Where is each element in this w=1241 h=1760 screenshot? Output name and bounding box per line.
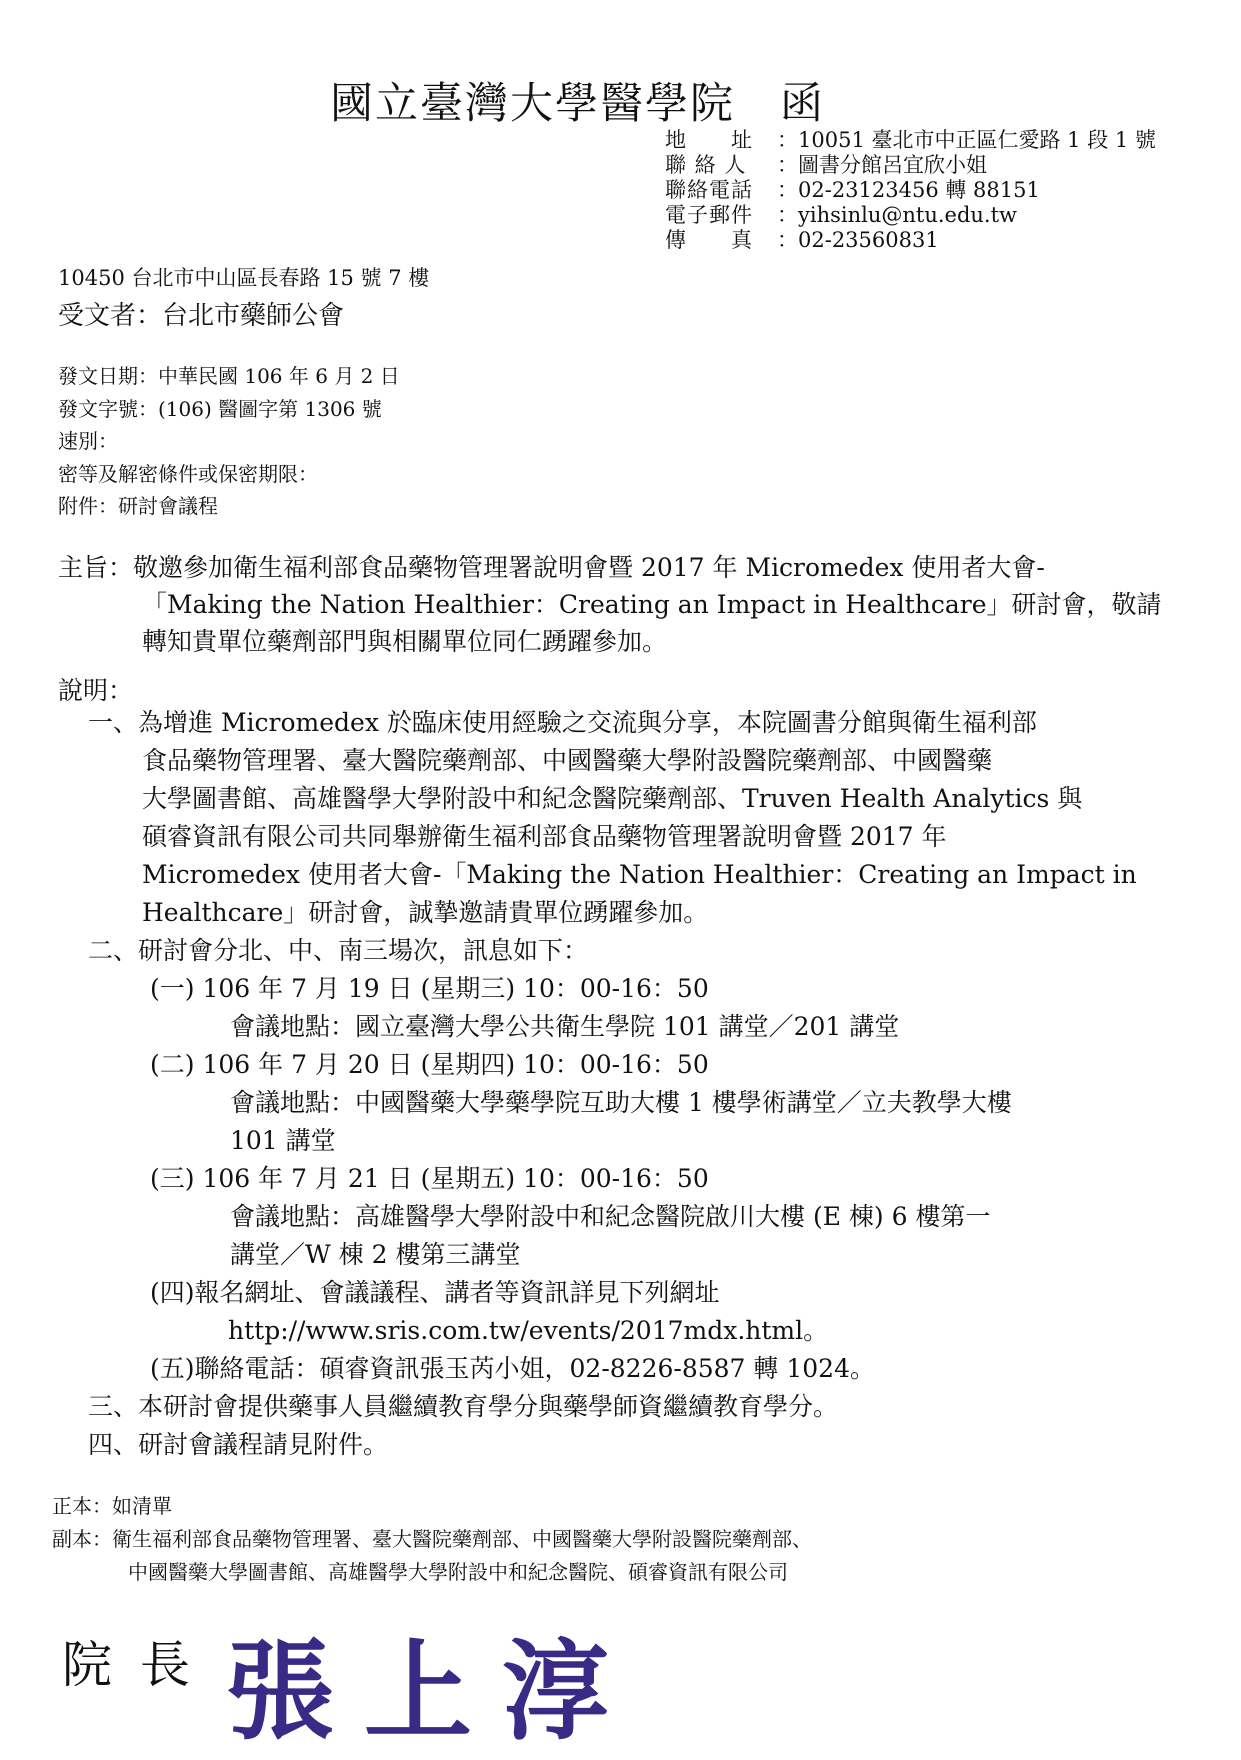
copy-line-1: 副本：衛生福利部食品藥物管理署、臺大醫院藥劑部、中國醫藥大學附設醫院藥劑部、 [52, 1527, 812, 1551]
session-date: 106 年 7 月 19 日 (星期三) 10：00-16：50 [202, 974, 709, 1003]
contact-row-phone: 聯絡電話 ： 02-23123456 轉 88151 [665, 178, 1040, 202]
session-3-date [150, 1160, 709, 1198]
contact-row-email: 電子郵件 ： yihsinlu@ntu.edu.tw [665, 203, 1018, 227]
contact-value: 02-23560831 [798, 228, 939, 252]
issue-date: 發文日期：中華民國 106 年 6 月 2 日 [58, 364, 400, 388]
session-date: 106 年 7 月 20 日 (星期四) 10：00-16：50 [202, 1050, 709, 1079]
item2-title: 二、研討會分北、中、南三場次，訊息如下： [88, 936, 589, 965]
recipient-name: 受文者：台北市藥師公會 [58, 301, 345, 331]
registration-link[interactable]: http://www.sris.com.tw/events/2017mdx.html。 [228, 1316, 829, 1345]
contact-label: 電子郵件 [665, 203, 753, 227]
item4: 四、研討會議程請見附件。 [88, 1430, 389, 1459]
contact-value: 圖書分館呂宜欣小姐 [798, 153, 987, 177]
item1-line-6: Healthcare」研討會，誠摯邀請貴單位踴躍參加。 [142, 898, 709, 927]
document-number: 發文字號：(106) 醫圖字第 1306 號 [58, 396, 382, 421]
sender-contact-block [665, 128, 1156, 253]
subject-line-2: 「Making the Nation Healthier：Creating an Impact in Healthcare」研討會，敬請 [142, 590, 1162, 619]
recipient-address: 10450 台北市中山區長春路 15 號 7 樓 [58, 266, 430, 290]
contact-label: 傳 真 [665, 228, 753, 252]
original-recipient: 正本：如清單 [52, 1494, 172, 1518]
contact-value: 02-23123456 轉 88151 [798, 178, 1040, 202]
session-number: (二) [150, 1050, 195, 1079]
item2-5: (五)聯絡電話：碩睿資訊張玉芮小姐，02-8226-8587 轉 1024。 [150, 1354, 875, 1383]
confidentiality: 密等及解密條件或保密期限： [58, 461, 318, 486]
session-3-venue: 會議地點：高雄醫學大學附設中和紀念醫院啟川大樓 (E 棟) 6 樓第一 [230, 1202, 991, 1231]
document-meta [58, 360, 400, 523]
item1-line-1: 一、為增進 Micromedex 於臨床使用經驗之交流與分享，本院圖書分館與衛生福利部 [88, 708, 1037, 737]
signature-name: 張上淳 [226, 1629, 641, 1755]
session-1-venue: 會議地點：國立臺灣大學公共衛生學院 101 講堂／201 講堂 [230, 1012, 900, 1041]
document-title: 國立臺灣大學醫學院 函 [330, 79, 825, 129]
signature-title: 院長 [62, 1636, 218, 1694]
contact-label: 地 址 [665, 128, 753, 152]
session-date: 106 年 7 月 21 日 (星期五) 10：00-16：50 [202, 1164, 709, 1193]
attachment: 附件：研討會議程 [58, 494, 218, 518]
urgency: 速別： [58, 429, 118, 453]
session-1-date [150, 970, 709, 1008]
session-number: (三) [150, 1164, 195, 1193]
session-2-venue: 會議地點：中國醫藥大學藥學院互助大樓 1 樓學術講堂／立夫教學大樓 [230, 1088, 1012, 1117]
copy-line-2: 中國醫藥大學圖書館、高雄醫學大學附設中和紀念醫院、碩睿資訊有限公司 [128, 1560, 788, 1584]
explanation-label: 說明： [58, 676, 134, 705]
contact-label: 聯 絡 人 [665, 153, 747, 177]
contact-label: 聯絡電話 [665, 178, 753, 202]
item1-line-4: 碩睿資訊有限公司共同舉辦衛生福利部食品藥物管理署說明會暨 2017 年 [142, 822, 947, 851]
subject-line-1: 主旨：敬邀參加衛生福利部食品藥物管理署說明會暨 2017 年 Micromedex 使用者大會- [58, 553, 1045, 582]
contact-row-person: 聯 絡 人 ： 圖書分館呂宜欣小姐 [665, 153, 987, 177]
session-3-venue-cont: 講堂／W 棟 2 樓第三講堂 [230, 1240, 521, 1269]
session-2-date [150, 1046, 709, 1084]
contact-row-address: 地 址 ： 10051 臺北市中正區仁愛路 1 段 1 號 [665, 128, 1156, 152]
item1-line-5: Micromedex 使用者大會-「Making the Nation Healthier：Creating an Impact in [142, 860, 1137, 889]
item1-line-3: 大學圖書館、高雄醫學大學附設中和紀念醫院藥劑部、Truven Health Analytics 與 [142, 784, 1083, 813]
session-2-venue-cont: 101 講堂 [230, 1126, 336, 1155]
contact-value: 10051 臺北市中正區仁愛路 1 段 1 號 [798, 128, 1156, 152]
item1-line-2: 食品藥物管理署、臺大醫院藥劑部、中國醫藥大學附設醫院藥劑部、中國醫藥 [142, 746, 993, 775]
contact-value: yihsinlu@ntu.edu.tw [798, 203, 1018, 227]
subject-line-3: 轉知貴單位藥劑部門與相關單位同仁踴躍參加。 [142, 627, 668, 656]
item2-4: (四)報名網址、會議議程、講者等資訊詳見下列網址 [150, 1278, 720, 1307]
contact-row-fax: 傳 真 ： 02-23560831 [665, 228, 939, 252]
session-number: (一) [150, 974, 195, 1003]
item3: 三、本研討會提供藥事人員繼續教育學分與藥學師資繼續教育學分。 [88, 1392, 839, 1421]
